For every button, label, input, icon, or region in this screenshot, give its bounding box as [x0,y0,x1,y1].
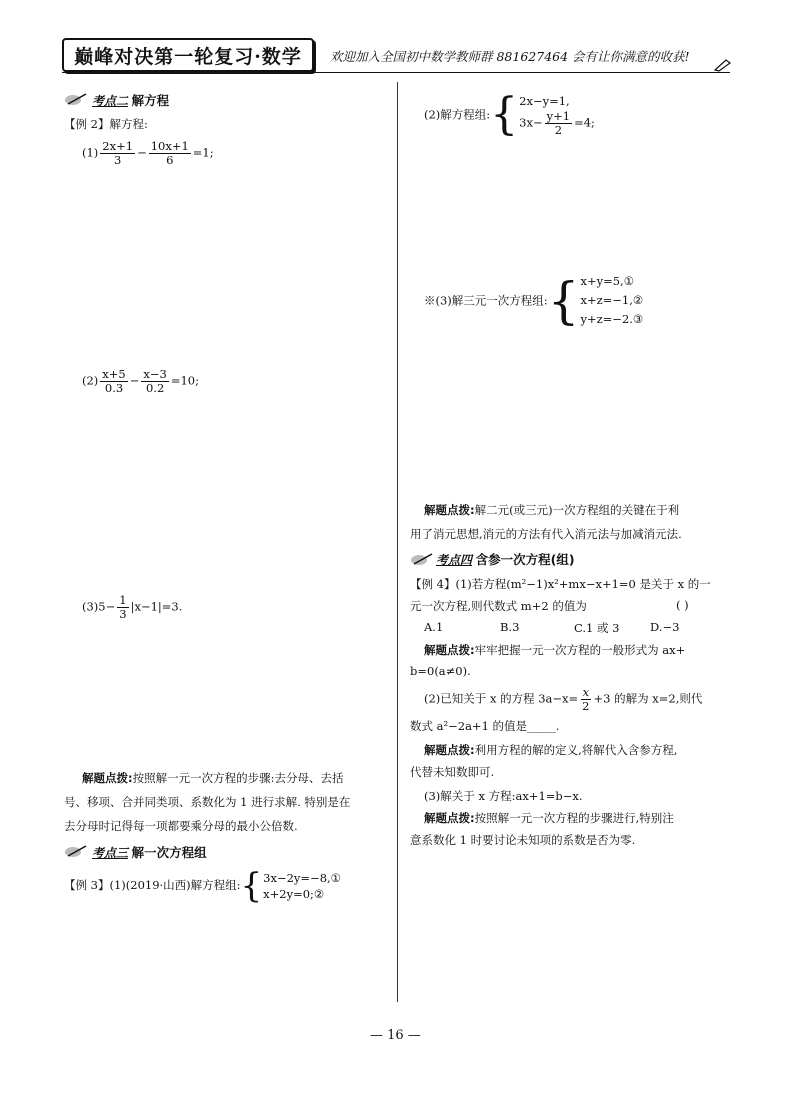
section-2-tag: 考点二 [92,94,129,108]
tip-text: 牢牢把握一元一次方程的一般形式为 ax+ [474,643,686,657]
section-4-heading [436,550,575,568]
item-suffix: |x−1|=3. [130,599,183,614]
equation: x+y=5,① [580,274,635,288]
tip3-line-2: 代替未知数即可. [410,765,495,779]
system-brace: { [547,271,580,330]
example-4-3: (3)解关于 x 方程:ax+1=b−x. [424,789,583,803]
equation-part: =4; [574,115,595,130]
example-4-2-line-2: 数式 a²−2a+1 的值是_____. [410,719,560,733]
tip-label: 解题点拨: [424,503,475,517]
right-tip-line-2: 用了消元思想,消元的方法有代入消元法与加减消元法. [410,527,682,541]
tip-label: 解题点拨: [424,643,475,657]
right-tip-line-1 [424,502,679,518]
left-tip-line-3: 去分母时记得每一项都要乘分母的最小公倍数. [64,819,298,833]
system-brace: { [490,88,519,140]
tip-label: 解题点拨: [424,811,475,825]
numerator: x−3 [143,367,167,381]
section-3-title: 解一次方程组 [131,845,207,860]
header-slogan: 欢迎加入全国初中数学教师群 881627464 会有让你满意的收获! [330,49,690,64]
equation: y+z=−2.③ [580,312,644,326]
denominator: 3 [119,607,127,621]
operator: − [129,373,140,388]
equation-part: 3x− [519,115,543,130]
tip-text: 解二元(或三元)一次方程组的关键在于利 [474,503,680,517]
fraction [545,110,572,137]
denominator: 6 [166,153,174,167]
left-tip-line-2: 号、移项、合并同类项、系数化为 1 进行求解. 特别是在 [64,795,351,809]
equation [519,110,595,137]
header-title-box [62,38,314,72]
equation: x+z=−1,② [580,293,644,307]
example-3-1 [64,866,341,906]
section-4-tag: 考点四 [436,553,473,567]
example-2-item-3 [82,594,182,621]
example-3-label: 【例 3】(1)(2019·山西)解方程组: [64,878,241,892]
section-3-tag: 考点三 [92,846,129,860]
tip-text: 利用方程的解的定义,将解代入含参方程, [474,743,678,757]
item-label: (2)解方程组: [424,107,491,122]
equation: x+2y=0;② [263,887,325,901]
item-part: (2)已知关于 x 的方程 3a−x= [424,691,579,706]
equation-system [519,92,595,137]
column-divider [397,82,398,1002]
fraction [580,686,591,713]
fraction [141,368,168,395]
header-rule [62,72,730,73]
denominator: 2 [582,699,590,713]
numerator: x [582,685,590,699]
equation-system [263,870,341,902]
tip-label: 解题点拨: [424,743,475,757]
fraction [149,140,191,167]
page-number: — 16 — [370,1028,421,1043]
equation: 3x−2y=−8,① [263,871,341,885]
tip-label: 解题点拨: [82,771,133,785]
numerator: 2x+1 [102,139,134,153]
tip-text: 按照解一元一次方程的步骤进行,特别注 [474,811,674,825]
item-suffix: =10; [170,373,199,388]
section-2-heading [92,91,169,109]
tip2-line-2: b=0(a≠0). [410,664,471,678]
example-2-item-2 [82,368,199,395]
numerator: 10x+1 [150,139,189,153]
pen-badge-icon [410,552,436,566]
pencil-icon [714,58,732,72]
item-label: ※(3)解三元一次方程组: [424,293,548,308]
numerator: 1 [119,593,127,607]
tip-text: 按照解一元一次方程的步骤:去分母、去括 [132,771,344,785]
example-3-2 [424,88,595,140]
numerator: y+1 [546,109,571,123]
option-d: D.−3 [650,620,680,634]
example-4-1-line-1: 【例 4】(1)若方程(m²−1)x²+mx−x+1=0 是关于 x 的一 [410,577,711,591]
left-tip-line-1 [82,770,343,786]
answer-paren: ( ) [676,598,689,612]
item-prefix: (1) [82,145,99,160]
example-4-1-line-2: 元一次方程,则代数式 m+2 的值为 [410,599,587,613]
system-brace: { [240,866,263,906]
example-4-2-line-1 [424,686,702,713]
equation: 2x−y=1, [519,94,570,108]
pen-badge-icon [64,92,90,106]
denominator: 0.3 [104,381,124,395]
item-part: +3 的解为 x=2,则代 [593,691,703,706]
denominator: 3 [114,153,122,167]
item-suffix: =1; [192,145,214,160]
fraction [100,140,135,167]
fraction [117,594,128,621]
tip2-line-1 [424,642,685,658]
denominator: 0.2 [145,381,165,395]
denominator: 2 [554,123,563,137]
tip3-line-1 [424,742,677,758]
pen-badge-icon [64,844,90,858]
option-c: C.1 或 3 [574,621,620,635]
operator: − [137,145,147,160]
item-prefix: (3)5− [82,599,116,614]
fraction [100,368,127,395]
example-2-label: 【例 2】解方程: [64,117,148,131]
section-2-title: 解方程 [131,93,170,108]
section-4-title: 含参一次方程(组) [475,552,575,567]
option-a: A.1 [424,620,444,634]
equation-system [580,272,643,329]
numerator: x+5 [102,367,126,381]
section-3-heading [92,843,207,861]
item-prefix: (2) [82,373,99,388]
tip4-line-2: 意系数化 1 时要讨论未知项的系数是否为零. [410,833,636,847]
example-3-3 [424,272,643,329]
option-b: B.3 [500,620,520,634]
header-title: 巅峰对决第一轮复习·数学 [74,45,302,68]
tip4-line-1 [424,810,674,826]
example-2-item-1 [82,140,214,167]
